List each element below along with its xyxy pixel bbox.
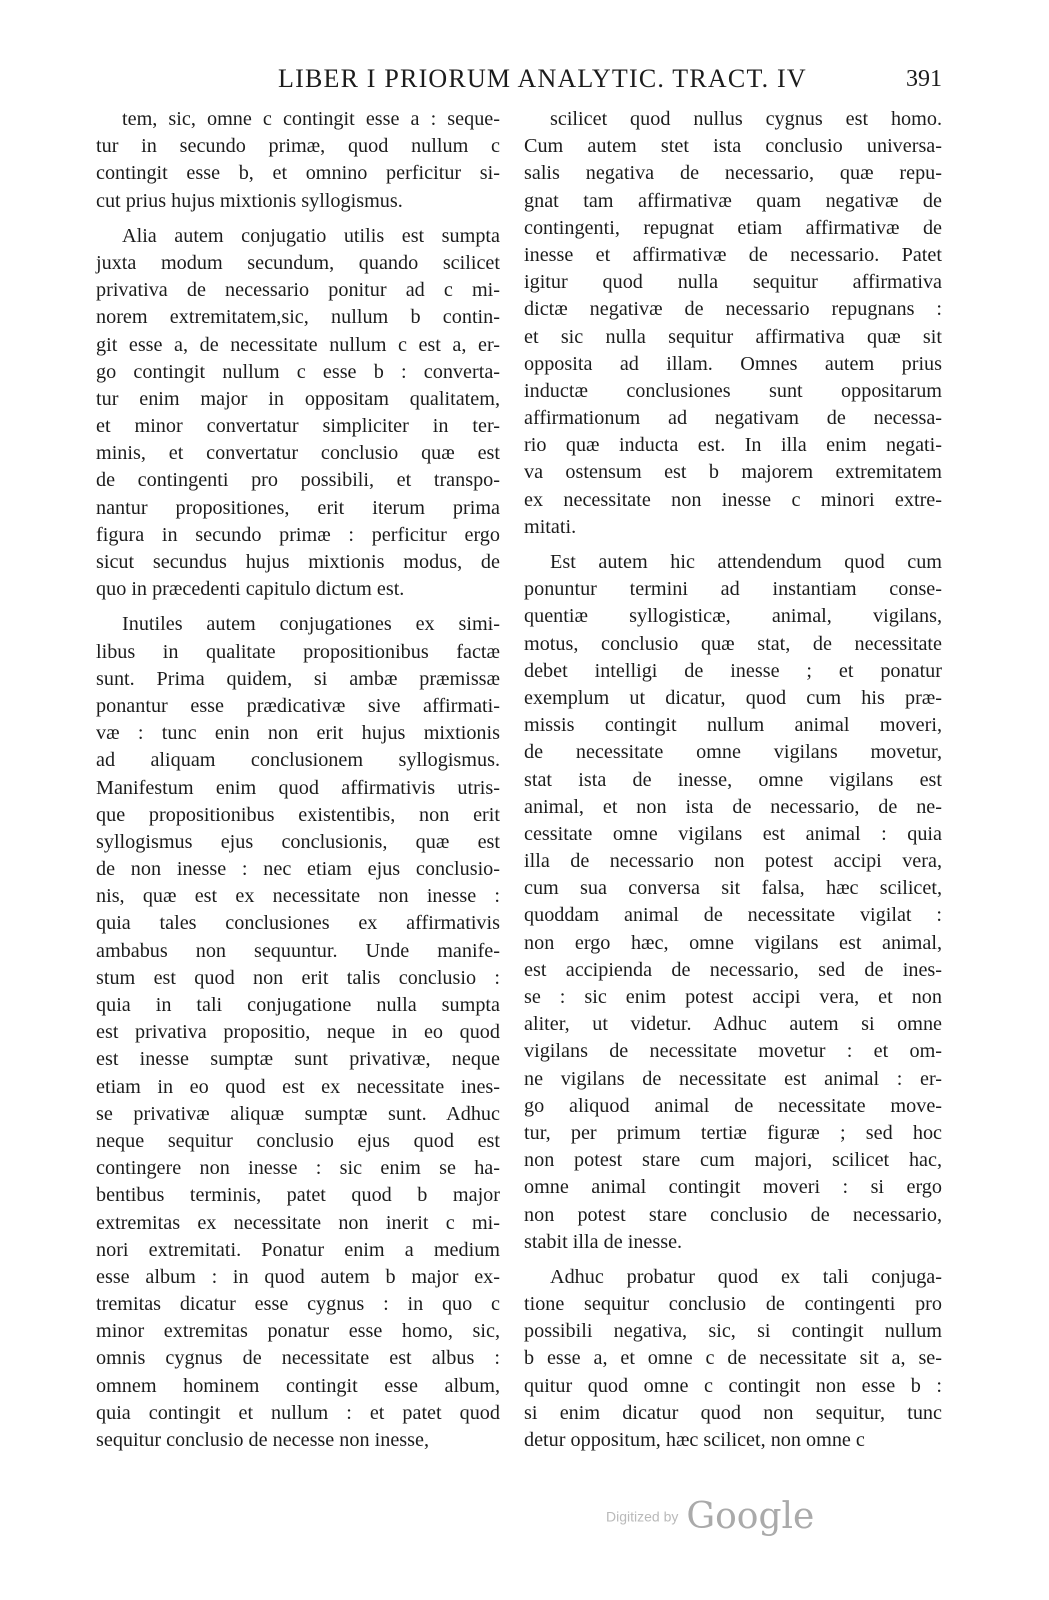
text-line: extremitas ex necessitate non inerit c mi- [96, 1211, 500, 1234]
running-header [96, 60, 942, 100]
text-line: contingere non inesse : sic enim se ha- [96, 1157, 500, 1180]
text-line: gnat tam affirmativæ quam negativæ de [524, 189, 942, 212]
text-line: minor extremitas ponatur esse homo, sic, [96, 1320, 500, 1343]
text-line: norem extremitatem,sic, nullum b contin- [96, 306, 500, 329]
text-line: tur enim major in oppositam qualitatem, [96, 387, 500, 410]
text-line: est accipienda de necessario, sed de ines- [524, 958, 942, 981]
text-line: detur oppositum, hæc scilicet, non omne c [524, 1429, 865, 1451]
text-line: stat ista de inesse, omne vigilans est [524, 768, 942, 791]
text-line: igitur quod nulla sequitur affirmativa [524, 271, 942, 294]
text-line: illa de necessario non potest accipi vera, [524, 850, 942, 873]
text-line: mitati. [524, 515, 577, 538]
text-line: est inesse sumptæ sunt privativæ, neque [96, 1048, 500, 1071]
text-line: se privativæ aliquæ sumptæ sunt. Adhuc [96, 1102, 500, 1125]
watermark-prefix: Digitized by [606, 1508, 679, 1525]
text-line: affirmationum ad negativam de necessa- [524, 407, 942, 430]
paragraph [524, 549, 942, 1256]
text-line: vigilans de necessitate movetur : et om- [524, 1040, 942, 1063]
text-line: quoddam animal de necessitate vigilat : [524, 904, 942, 927]
text-line: salis negativa de necessario, quæ repu- [524, 162, 942, 185]
text-line: libus in qualitate propositionibus factæ [96, 640, 500, 663]
text-line: sequitur conclusio de necesse non inesse, [96, 1429, 430, 1451]
text-line: Cum autem stet ista conclusio universa- [524, 135, 942, 158]
text-line: opposita ad illam. Omnes autem prius [524, 352, 942, 375]
text-column-left [96, 106, 500, 1462]
text-line: et minor convertatur simpliciter in ter- [96, 415, 500, 438]
text-line: inductæ conclusiones sunt oppositarum [524, 379, 942, 402]
text-line: go contingit nullum c esse b : converta- [96, 360, 500, 383]
text-line: ponuntur termini ad instantiam conse- [524, 578, 942, 601]
text-line: Est autem hic attendendum quod cum [550, 551, 942, 573]
text-line: tur, per primum tertiæ figuræ ; sed hoc [524, 1121, 942, 1144]
text-line: omnem hominem contingit esse album, [96, 1374, 500, 1397]
text-line: stabit illa de inesse. [524, 1230, 683, 1253]
text-column-right [524, 106, 942, 1462]
text-line: quia tales conclusiones ex affirmativis [96, 912, 500, 935]
text-line: privativa de necessario ponitur ad c mi- [96, 279, 500, 302]
text-line: figura in secundo primæ : perficitur ergo [96, 523, 500, 546]
text-line: contingenti, repugnat etiam affirmativæ de [524, 216, 942, 239]
text-line: scilicet quod nullus cygnus est homo. [550, 108, 942, 130]
text-line: de non inesse : nec etiam ejus conclusio- [96, 858, 500, 881]
text-line: si enim dicatur quod non sequitur, tunc [524, 1401, 942, 1424]
text-line: quia contingit et nullum : et patet quod [96, 1401, 500, 1424]
text-line: tremitas dicatur esse cygnus : in quo c [96, 1293, 500, 1316]
text-line: est privativa propositio, neque in eo quod [96, 1021, 500, 1044]
text-line: omnis cygnus de necessitate est albus : [96, 1347, 500, 1370]
text-line: ambabus non sequuntur. Unde manife- [96, 939, 500, 962]
text-line: nori extremitati. Ponatur enim a medium [96, 1238, 500, 1261]
text-line: motus, conclusio quæ stat, de necessitate [524, 632, 942, 655]
text-line: ponantur esse prædicativæ sive affirmati- [96, 694, 500, 717]
text-line: quentiæ syllogisticæ, animal, vigilans, [524, 605, 942, 628]
text-line: cessitate omne vigilans est animal : quia [524, 822, 942, 845]
text-line: ex necessitate non inesse c minori extre- [524, 488, 942, 511]
digitized-watermark [606, 1496, 814, 1537]
text-line: quo in præcedenti capitulo dictum est. [96, 578, 405, 601]
text-line: tur in secundo primæ, quod nullum c [96, 135, 500, 158]
text-line: ad aliquam conclusionem syllogismus. [96, 749, 500, 772]
text-line: nis, quæ est ex necessitate non inesse : [96, 885, 500, 908]
text-line: cut prius hujus mixtionis syllogismus. [96, 189, 403, 212]
text-line: b esse a, et omne c de necessitate sit a, se- [524, 1347, 942, 1370]
text-line: de contingenti pro possibili, et transpo- [96, 469, 500, 492]
text-line: quia in tali conjugatione nulla sumpta [96, 994, 500, 1016]
text-line: va ostensum est b majorem extremitatem [524, 461, 942, 484]
text-line: stum est quod non erit talis conclusio : [96, 966, 500, 989]
text-line: go aliquod animal de necessitate move- [524, 1094, 942, 1117]
text-line: tem, sic, omne c contingit esse a : seque- [122, 108, 500, 130]
text-line: inesse et affirmativæ de necessario. Patet [524, 243, 942, 266]
text-line: non potest stare conclusio de necessario, [524, 1203, 942, 1226]
text-line: juxta modum secundum, quando scilicet [96, 251, 500, 274]
text-line: ne vigilans de necessitate est animal : er- [524, 1067, 942, 1090]
text-line: syllogismus ejus conclusionis, quæ est [96, 830, 500, 853]
text-line: animal, et non ista de necessario, de ne- [524, 795, 942, 818]
text-line: dictæ negativæ de necessario repugnans : [524, 298, 942, 321]
text-line: missis contingit nullum animal moveri, [524, 714, 942, 737]
text-line: sicut secundus hujus mixtionis modus, de [96, 551, 500, 573]
text-line: bentibus terminis, patet quod b major [96, 1184, 500, 1207]
text-line: etiam in eo quod est ex necessitate ines- [96, 1075, 500, 1098]
text-line: tione sequitur conclusio de contingenti pro [524, 1293, 942, 1316]
text-line: sunt. Prima quidem, si ambæ præmissæ [96, 667, 500, 690]
text-line: nantur propositiones, erit iterum prima [96, 496, 500, 519]
text-line: neque sequitur conclusio ejus quod est [96, 1129, 500, 1152]
text-line: exemplum ut dicatur, quod cum his præ- [524, 686, 942, 709]
text-line: et sic nulla sequitur affirmativa quæ sit [524, 325, 942, 348]
paragraph [96, 611, 500, 1454]
text-line: possibili negativa, sic, si contingit nullum [524, 1320, 942, 1343]
paragraph [96, 223, 500, 604]
text-line: debet intelligi de inesse ; et ponatur [524, 659, 942, 682]
text-line: rio quæ inducta est. In illa enim negati- [524, 434, 942, 457]
paragraph [524, 1264, 942, 1454]
text-line: Manifestum enim quod affirmativis utris- [96, 776, 500, 799]
text-line: minis, et convertatur conclusio quæ est [96, 442, 500, 465]
text-line: cum sua conversa sit falsa, hæc scilicet, [524, 877, 942, 900]
text-line: Inutiles autem conjugationes ex simi- [122, 613, 500, 636]
text-line: Alia autem conjugatio utilis est sumpta [122, 224, 500, 247]
text-line: væ : tunc enin non erit hujus mixtionis [96, 722, 500, 745]
paragraph [524, 106, 942, 541]
text-line: non potest stare cum majori, scilicet hac, [524, 1149, 942, 1172]
text-line: non ergo hæc, omne vigilans est animal, [524, 931, 942, 954]
running-title: LIBER I PRIORUM ANALYTIC. TRACT. IV [278, 64, 807, 93]
text-line: se : sic enim potest accipi vera, et non [524, 986, 942, 1008]
text-line: omne animal contingit moveri : si ergo [524, 1176, 942, 1199]
paragraph [96, 106, 500, 215]
text-line: git esse a, de necessitate nullum c est a, er- [96, 333, 500, 356]
text-line: quitur quod omne c contingit non esse b : [524, 1374, 942, 1397]
text-line: contingit esse b, et omnino perficitur si- [96, 162, 500, 185]
text-line: Adhuc probatur quod ex tali conjuga- [550, 1265, 942, 1288]
page-number: 391 [906, 66, 942, 92]
text-line: que propositionibus existentibis, non erit [96, 803, 500, 826]
text-line: de necessitate omne vigilans movetur, [524, 741, 942, 764]
text-line: esse album : in quod autem b major ex- [96, 1265, 500, 1288]
google-logo: Google [686, 1496, 815, 1537]
text-line: aliter, ut videtur. Adhuc autem si omne [524, 1013, 942, 1036]
